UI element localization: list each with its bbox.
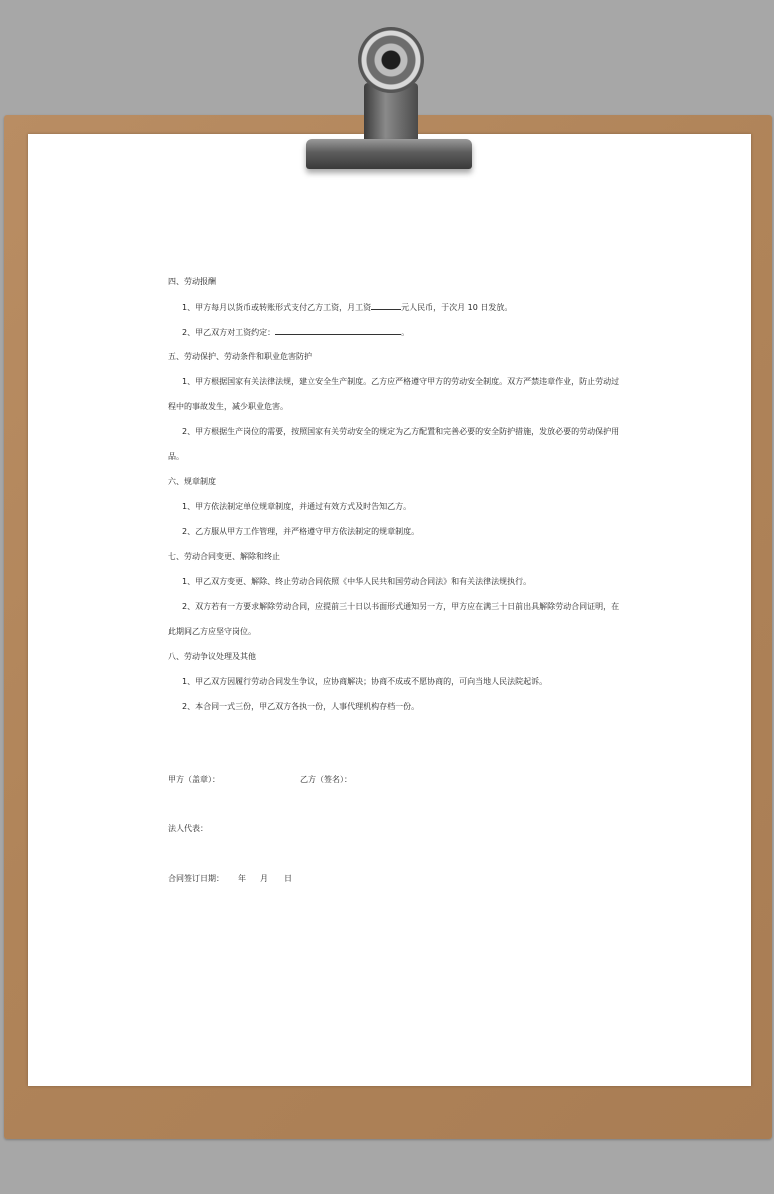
- party-a-label: 甲方（盖章）：: [168, 775, 220, 784]
- paragraph-rules-1: 1、甲方依法制定单位规章制度，并通过有效方式及时告知乙方。: [182, 502, 412, 511]
- section-title-rules: 六、规章制度: [168, 477, 216, 486]
- salary-agreement-blank[interactable]: [275, 326, 401, 335]
- binder-clip-icon: [300, 25, 478, 180]
- paragraph-salary-agreement: 2、甲乙双方对工资约定： 。: [182, 328, 410, 337]
- section-title-termination: 七、劳动合同变更、解除和终止: [168, 552, 280, 561]
- paragraph-protection-l2: 品。: [168, 452, 184, 461]
- paragraph-rules-2: 2、乙方服从甲方工作管理，并严格遵守甲方依法制定的规章制度。: [182, 527, 420, 536]
- date-year: 年: [238, 874, 246, 883]
- paragraph-termination-1: 1、甲乙双方变更、解除、终止劳动合同依照《中华人民共和国劳动合同法》和有关法律法规执行。: [182, 577, 532, 586]
- date-month: 月: [260, 874, 268, 883]
- section-title-protection: 五、劳动保护、劳动条件和职业危害防护: [168, 352, 312, 361]
- party-b-label: 乙方（签名）：: [300, 775, 352, 784]
- paragraph-termination-2-l1: 2、双方若有一方要求解除劳动合同，应提前三十日以书面形式通知另一方，甲方应在满三十日前出具解除劳动合同证明，在: [182, 602, 620, 611]
- sign-date-label: 合同签订日期：: [168, 874, 224, 883]
- section-title-remuneration: 四、劳动报酬: [168, 277, 216, 286]
- paragraph-disputes-1: 1、甲乙双方因履行劳动合同发生争议，应协商解决；协商不成或不愿协商的，可向当地人民法院起诉。: [182, 677, 548, 686]
- paragraph-disputes-2: 2、本合同一式三份，甲乙双方各执一份，人事代理机构存档一份。: [182, 702, 420, 711]
- paragraph-termination-2-l2: 此期间乙方应坚守岗位。: [168, 627, 256, 636]
- paragraph-safety-l2: 程中的事故发生，减少职业危害。: [168, 402, 288, 411]
- legal-rep-label: 法人代表：: [168, 824, 208, 833]
- paragraph-protection-l1: 2、甲方根据生产岗位的需要，按照国家有关劳动安全的规定为乙方配置和完善必要的安全防护措施，发放必要的劳动保护用: [182, 427, 620, 436]
- paragraph-safety-l1: 1、甲方根据国家有关法律法规，建立安全生产制度。乙方应严格遵守甲方的劳动安全制度。双方严禁违章作业，防止劳动过: [182, 377, 620, 386]
- section-title-disputes: 八、劳动争议处理及其他: [168, 652, 256, 661]
- salary-blank[interactable]: [371, 301, 401, 310]
- paragraph-salary: 1、甲方每月以货币或转账形式支付乙方工资，月工资 元人民币，于次月 10 日发放。: [182, 303, 513, 312]
- date-day: 日: [284, 874, 292, 883]
